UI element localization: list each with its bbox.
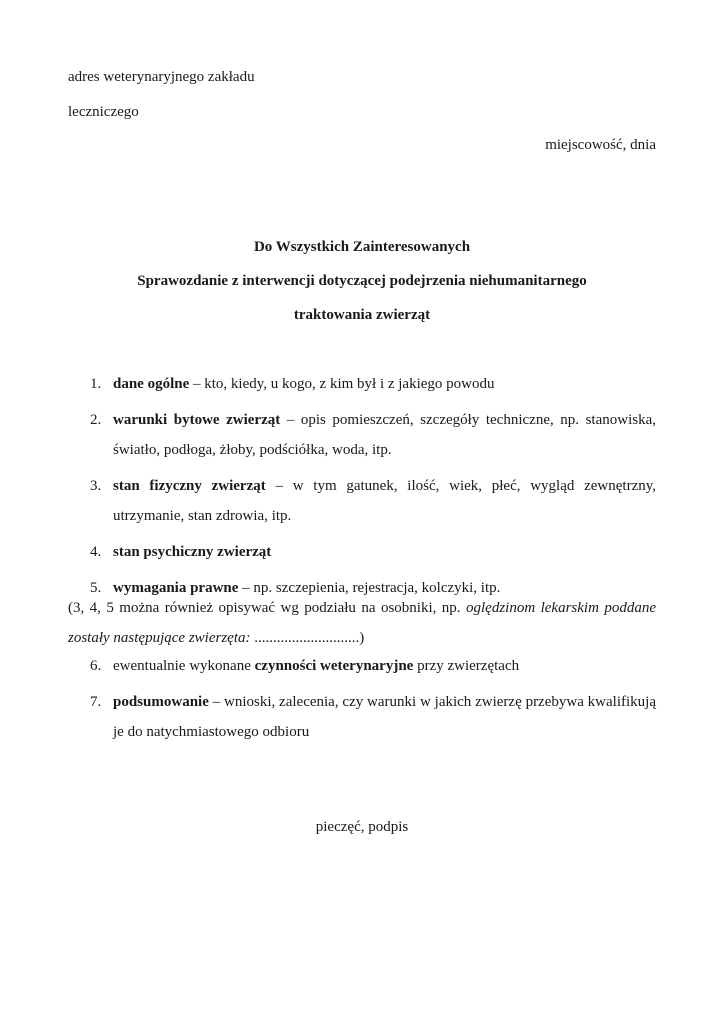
item-number: 1. bbox=[90, 376, 102, 392]
report-title-line2: traktowania zwierząt bbox=[293, 307, 431, 323]
item-description: – np. szczepienia, rejestracja, kolczyki, itp. bbox=[238, 580, 501, 596]
note-placeholder: ............................) bbox=[250, 630, 365, 646]
item-title: stan fizyczny zwierząt bbox=[113, 478, 266, 494]
clinic-address-line1: adres weterynaryjnego zakładu bbox=[68, 69, 255, 85]
note-italic-text: oględzinom lekarskim poddane zostały następujące zwierzęta: bbox=[68, 600, 656, 646]
list-item bbox=[68, 369, 656, 399]
item-number: 4. bbox=[90, 544, 102, 560]
item-number: 6. bbox=[90, 658, 102, 674]
item-number: 3. bbox=[90, 478, 102, 494]
addressee-heading: Do Wszystkich Zainteresowanych bbox=[253, 239, 471, 255]
item-description: – wnioski, zalecenia, czy warunki w jakich zwierzę przebywa kwalifikują je do natychmiastowego odbioru bbox=[113, 694, 656, 740]
item-description: przy zwierzętach bbox=[413, 658, 520, 674]
item-number: 5. bbox=[90, 580, 102, 596]
item-title: wymagania prawne bbox=[113, 580, 239, 596]
report-sections-list bbox=[68, 369, 656, 609]
item-title: podsumowanie bbox=[113, 694, 209, 710]
note-text: (3, 4, 5 można również opisywać wg podziału na osobniki, np. bbox=[68, 600, 466, 616]
item-description: – w tym gatunek, ilość, wiek, płeć, wygląd zewnętrzny, utrzymanie, stan zdrowia, itp. bbox=[113, 478, 657, 524]
report-title-line1: Sprawozdanie z interwencji dotyczącej podejrzenia niehumanitarnego bbox=[137, 273, 587, 289]
stamp-signature-label: pieczęć, podpis bbox=[315, 819, 409, 835]
list-item bbox=[68, 687, 656, 747]
place-date: miejscowość, dnia bbox=[545, 137, 656, 153]
item-title: czynności weterynaryjne bbox=[254, 658, 414, 674]
item-title: stan psychiczny zwierząt bbox=[113, 544, 272, 560]
list-item bbox=[68, 537, 656, 567]
per-animal-note bbox=[68, 593, 656, 653]
item-description: – opis pomieszczeń, szczegóły techniczne, np. stanowiska, światło, podłoga, żłoby, podściółka, woda, itp. bbox=[113, 412, 656, 458]
item-prefix: ewentualnie wykonane bbox=[113, 658, 255, 674]
item-title: warunki bytowe zwierząt bbox=[113, 412, 281, 428]
list-item bbox=[68, 471, 656, 531]
item-number: 7. bbox=[90, 694, 102, 710]
report-sections-list-continued bbox=[68, 651, 656, 753]
list-item bbox=[68, 405, 656, 465]
list-item bbox=[68, 651, 656, 681]
item-number: 2. bbox=[90, 412, 102, 428]
clinic-address-line2: leczniczego bbox=[68, 104, 139, 120]
item-description: – kto, kiedy, u kogo, z kim był i z jakiego powodu bbox=[189, 376, 495, 392]
item-title: dane ogólne bbox=[113, 376, 190, 392]
